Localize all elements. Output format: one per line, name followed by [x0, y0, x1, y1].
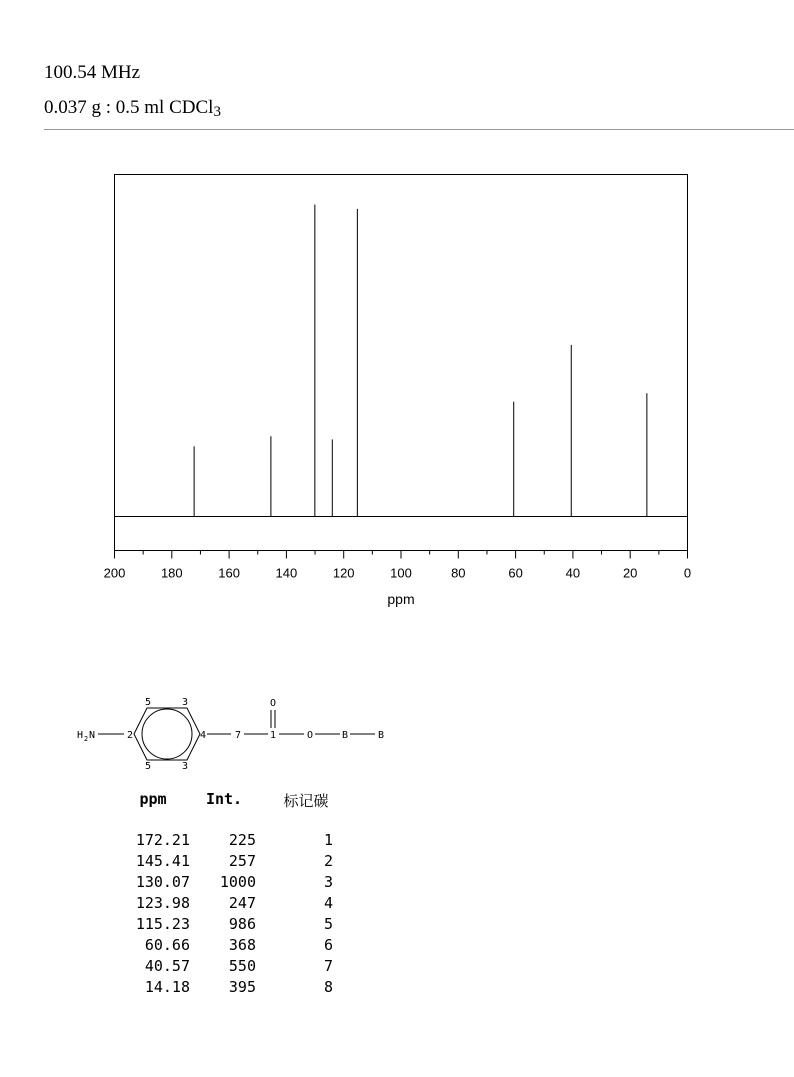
x-tick-label: 100 — [390, 565, 412, 581]
atom-label-b2: B — [377, 730, 385, 741]
ppm-cell: 115.23 — [135, 915, 190, 933]
table-row — [145, 936, 333, 954]
x-tick-label: 140 — [275, 565, 298, 581]
col-header-ppm: ppm — [139, 790, 167, 808]
col-header-int: Int. — [205, 790, 243, 808]
table-row — [136, 831, 333, 849]
x-tick-label: 180 — [160, 565, 183, 581]
atom-label-3-top: 3 — [181, 697, 189, 708]
atom-label-1: 1 — [269, 730, 277, 741]
atom-label-4: 4 — [199, 730, 207, 741]
x-axis-label: ppm — [387, 591, 415, 607]
atom-label-carbonyl-o: O — [269, 698, 277, 709]
atom-label-2: 2 — [126, 730, 134, 741]
table-row — [145, 978, 333, 996]
ppm-cell: 60.66 — [144, 936, 190, 954]
intensity-cell: 986 — [228, 915, 256, 933]
x-tick-label: 20 — [622, 565, 638, 581]
carbon-label-cell: 3 — [323, 873, 333, 891]
col-header-carbon: 标记碳 — [283, 792, 329, 810]
x-tick-label: 120 — [332, 565, 355, 581]
sample-text: 0.037 g : 0.5 ml CDCl — [44, 97, 214, 118]
carbon-label-cell: 2 — [323, 852, 333, 870]
spectrometer-frequency: 100.54 MHz — [44, 62, 141, 83]
atom-label-7: 7 — [234, 730, 242, 741]
amine-subscript: 2 — [83, 735, 89, 743]
atom-label-5-top: 5 — [144, 697, 152, 708]
table-row — [136, 873, 333, 891]
x-tick-label: 40 — [565, 565, 581, 581]
ppm-cell: 130.07 — [135, 873, 190, 891]
ppm-cell: 40.57 — [144, 957, 190, 975]
x-tick-label: 200 — [103, 565, 126, 581]
atom-label-b1: B — [341, 730, 349, 741]
atom-label-ester-o: O — [306, 730, 314, 741]
carbon-label-cell: 4 — [323, 894, 333, 912]
atom-label-3-bottom: 3 — [181, 761, 189, 772]
table-row — [136, 894, 333, 912]
intensity-cell: 395 — [228, 978, 256, 996]
intensity-cell: 247 — [228, 894, 256, 912]
table-row — [136, 852, 333, 870]
ppm-cell: 145.41 — [135, 852, 190, 870]
intensity-cell: 1000 — [219, 873, 256, 891]
ppm-cell: 14.18 — [144, 978, 190, 996]
intensity-cell: 368 — [228, 936, 256, 954]
ppm-cell: 123.98 — [135, 894, 190, 912]
carbon-label-cell: 8 — [323, 978, 333, 996]
table-row — [136, 915, 333, 933]
atom-label-5-bottom: 5 — [144, 761, 152, 772]
x-tick-label: 60 — [508, 565, 523, 581]
intensity-cell: 550 — [228, 957, 256, 975]
intensity-cell: 225 — [228, 831, 256, 849]
peak-table-rows — [136, 831, 333, 996]
carbon-label-cell: 1 — [323, 831, 333, 849]
ppm-cell: 172.21 — [135, 831, 190, 849]
carbon-label-cell: 7 — [323, 957, 333, 975]
amine-n-label: N — [88, 730, 96, 741]
amine-h-label: H — [76, 730, 84, 741]
carbon-label-cell: 6 — [323, 936, 333, 954]
intensity-cell: 257 — [228, 852, 256, 870]
table-row — [145, 957, 333, 975]
x-tick-label: 160 — [218, 565, 240, 581]
sample-subscript: 3 — [213, 104, 221, 120]
carbon-label-cell: 5 — [323, 915, 333, 933]
x-tick-label: 80 — [451, 565, 466, 581]
x-tick-label: 0 — [683, 565, 692, 581]
